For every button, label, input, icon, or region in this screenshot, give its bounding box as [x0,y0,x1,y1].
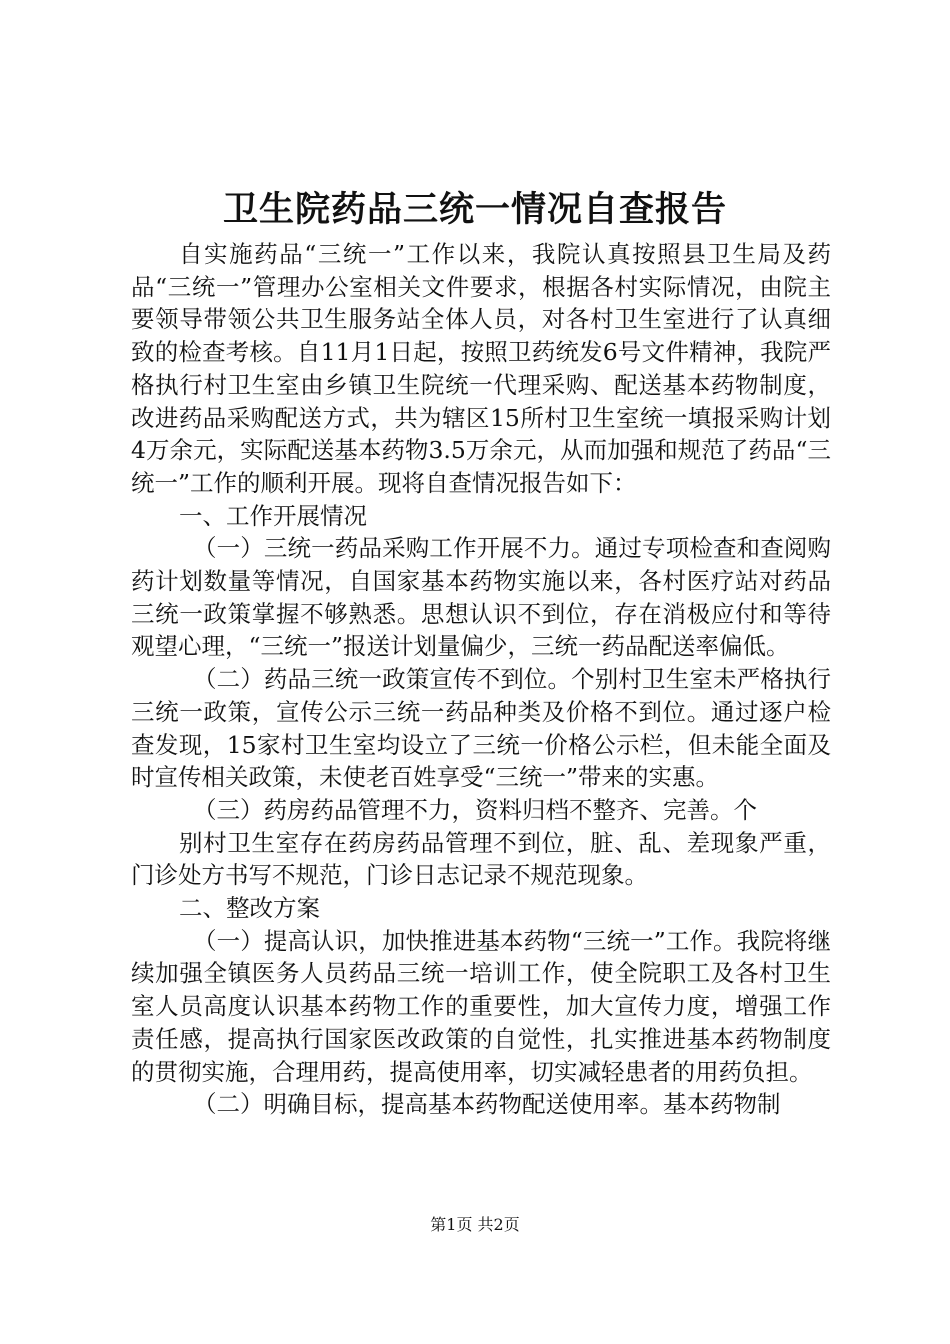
section-heading-2: 二、整改方案 [179,894,320,923]
page-number-footer: 第1页 共2页 [430,1215,520,1234]
section-heading-1: 一、工作开展情况 [179,501,367,530]
section-2-item-2: （二）明确目标，提高基本药物配送使用率。基本药物制 [193,1090,781,1119]
document-body [131,238,831,1121]
section-1-item-1: （一）三统一药品采购工作开展不力。通过专项检查和查阅购药计划数量等情况，自国家基本药物实施以来，各村医疗站对药品三统一政策掌握不够熟悉。思想认识不到位，存在消极应付和等待观望心理，“三统一”报送计划量偏少，三统一药品配送率偏低。 [131,534,831,661]
section-1-item-2: （二）药品三统一政策宣传不到位。个别村卫生室未严格执行三统一政策，宣传公示三统一药品种类及价格不到位。通过逐户检查发现，15家村卫生室均设立了三统一价格公示栏，但未能全面及时宣传相关政策，未使老百姓享受“三统一”带来的实惠。 [131,665,831,792]
intro-paragraph: 自实施药品“三统一”工作以来，我院认真按照县卫生局及药品“三统一”管理办公室相关文件要求，根据各村实际情况，由院主要领导带领公共卫生服务站全体人员，对各村卫生室进行了认真细致的检查考核。自11月1日起，按照卫药统发6号文件精神，我院严格执行村卫生室由乡镇卫生院统一代理采购、配送基本药物制度，改进药品采购配送方式，共为辖区15所村卫生室统一填报采购计划4万余元，实际配送基本药物3.5万余元，从而加强和规范了药品“三统一”工作的顺利开展。现将自查情况报告如下： [131,240,831,497]
document-title: 卫生院药品三统一情况自查报告 [222,189,727,230]
section-1-item-3-continued: 别村卫生室存在药房药品管理不到位，脏、乱、差现象严重，门诊处方书写不规范，门诊日志记录不规范现象。 [131,828,831,890]
section-1-item-3: （三）药房药品管理不力，资料归档不整齐、完善。个 [193,795,757,824]
section-2-item-1: （一）提高认识，加快推进基本药物“三统一”工作。我院将继续加强全镇医务人员药品三统一培训工作，使全院职工及各村卫生室人员高度认识基本药物工作的重要性，加大宣传力度，增强工作责任感，提高执行国家医改政策的自觉性，扎实推进基本药物制度的贯彻实施，合理用药，提高使用率，切实减轻患者的用药负担。 [131,926,831,1086]
